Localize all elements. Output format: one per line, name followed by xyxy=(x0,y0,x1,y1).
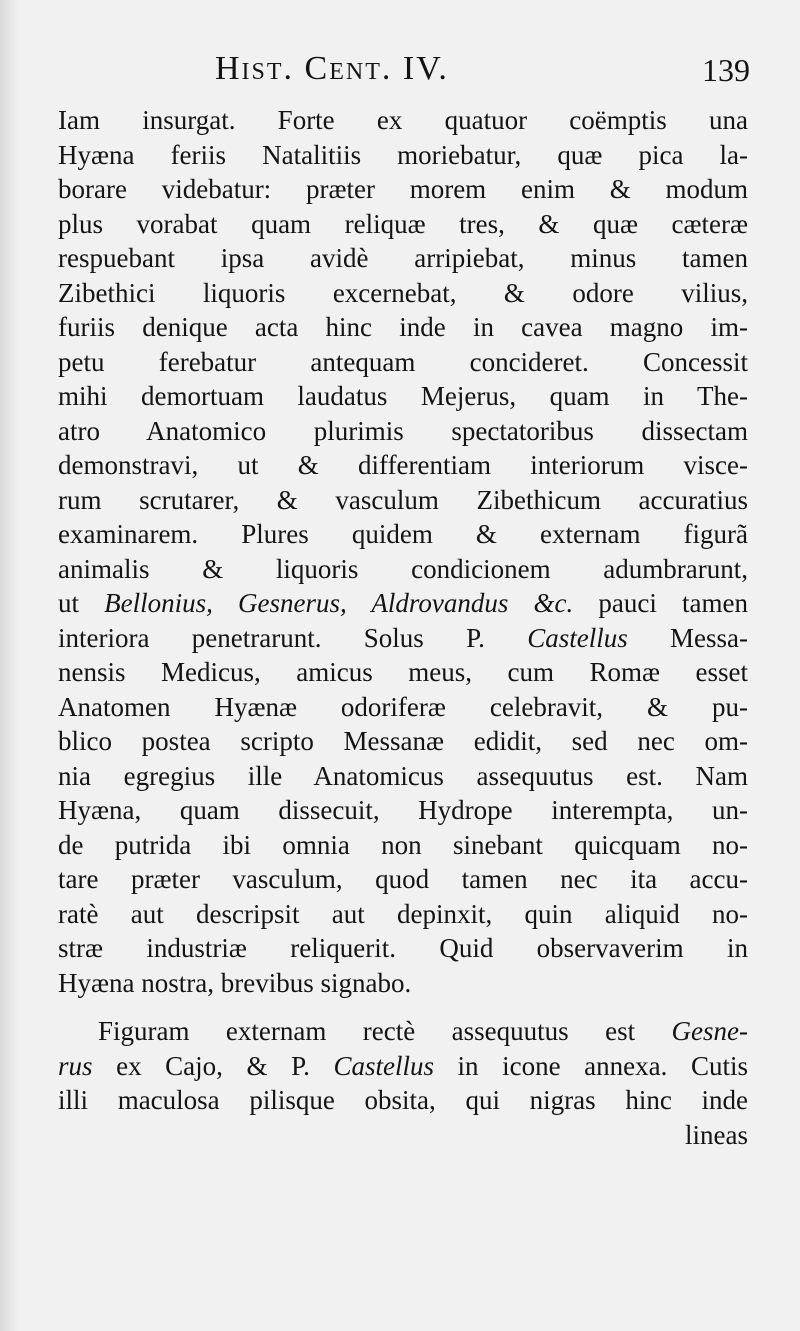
name-italic: Castellus xyxy=(527,622,628,653)
text-line-paragraph-start xyxy=(58,1014,748,1049)
text-line: illi maculosa pilisque obsita, qui nigras hinc inde xyxy=(58,1085,748,1115)
text-line: blico postea scripto Messanæ edidit, sed nec om- xyxy=(58,726,748,756)
text-line: furiis denique acta hinc inde in cavea magno im- xyxy=(58,312,748,342)
text-line: nia egregius ille Anatomicus assequutus est. Nam xyxy=(58,760,748,791)
text-line: Zibethici liquoris excernebat, & odore vilius, xyxy=(58,277,748,308)
text-line: examinarem. Plures quidem & externam figurã xyxy=(58,519,748,549)
text-span: ex Cajo, & P. xyxy=(92,1050,334,1081)
page-number: 139 xyxy=(702,52,750,88)
text-line: Hyæna, quam dissecuit, Hydrope interempta, un- xyxy=(58,795,748,825)
text-line: de putrida ibi omnia non sinebant quicquam no- xyxy=(58,829,748,860)
text-line-castellus xyxy=(58,621,748,656)
body-text xyxy=(58,103,748,1152)
text-line: ratè aut descripsit aut depinxit, quin aliquid no- xyxy=(58,898,748,929)
text-line: animalis & liquoris condicionem adumbrarunt, xyxy=(58,553,748,584)
running-head: Hist. Cent. IV. xyxy=(215,50,449,87)
text-line: demonstravi, ut & differentiam interiorum visce- xyxy=(58,450,748,480)
text-line: Iam insurgat. Forte ex quatuor coëmptis una xyxy=(58,105,748,135)
text-span: Figuram externam rectè assequutus est xyxy=(98,1016,672,1046)
text-line: tare præter vasculum, quod tamen nec ita accu- xyxy=(58,864,748,894)
text-line: respuebant ipsa avidè arripiebat, minus tamen xyxy=(58,243,748,273)
page-gutter-shadow xyxy=(0,0,18,1331)
text-span: in icone annexa. Cutis xyxy=(433,1050,748,1081)
text-line: petu ferebatur antequam concideret. Concessit xyxy=(58,346,748,377)
paragraph-gap xyxy=(58,1000,748,1014)
text-line: mihi demortuam laudatus Mejerus, quam in The- xyxy=(58,381,748,411)
text-span: interiora penetrarunt. Solus P. xyxy=(58,622,528,653)
text-line: borare videbatur: præter morem enim & modum xyxy=(58,174,748,204)
authors-italic: Bellonius, Gesnerus, Aldrovandus &c. xyxy=(104,588,574,618)
text-line: stræ industriæ reliquerit. Quid observaverim in xyxy=(58,933,748,963)
text-line: Hyæna feriis Natalitiis moriebatur, quæ pica la- xyxy=(58,139,748,170)
text-line: rum scrutarer, & vasculum Zibethicum accuratius xyxy=(58,484,748,515)
text-line xyxy=(58,1049,748,1084)
text-line: plus vorabat quam reliquæ tres, & quæ cæteræ xyxy=(58,208,748,239)
text-line: nensis Medicus, amicus meus, cum Romæ esset xyxy=(58,657,748,687)
text-span: pauci tamen xyxy=(573,588,748,618)
text-line-paragraph-end: Hyæna nostra, brevibus signabo. xyxy=(58,967,412,998)
name-italic: rus xyxy=(58,1050,93,1081)
name-italic: Castellus xyxy=(333,1050,434,1081)
catchword: lineas xyxy=(685,1119,748,1150)
text-span: Messa- xyxy=(627,622,748,653)
text-line: atro Anatomico plurimis spectatoribus dissectam xyxy=(58,415,748,446)
text-line: Anatomen Hyænæ odoriferæ celebravit, & pu- xyxy=(58,691,748,722)
text-span: ut xyxy=(58,588,105,618)
text-line-authors xyxy=(58,586,748,621)
page-header xyxy=(60,50,750,94)
name-italic: Gesne- xyxy=(671,1016,748,1046)
